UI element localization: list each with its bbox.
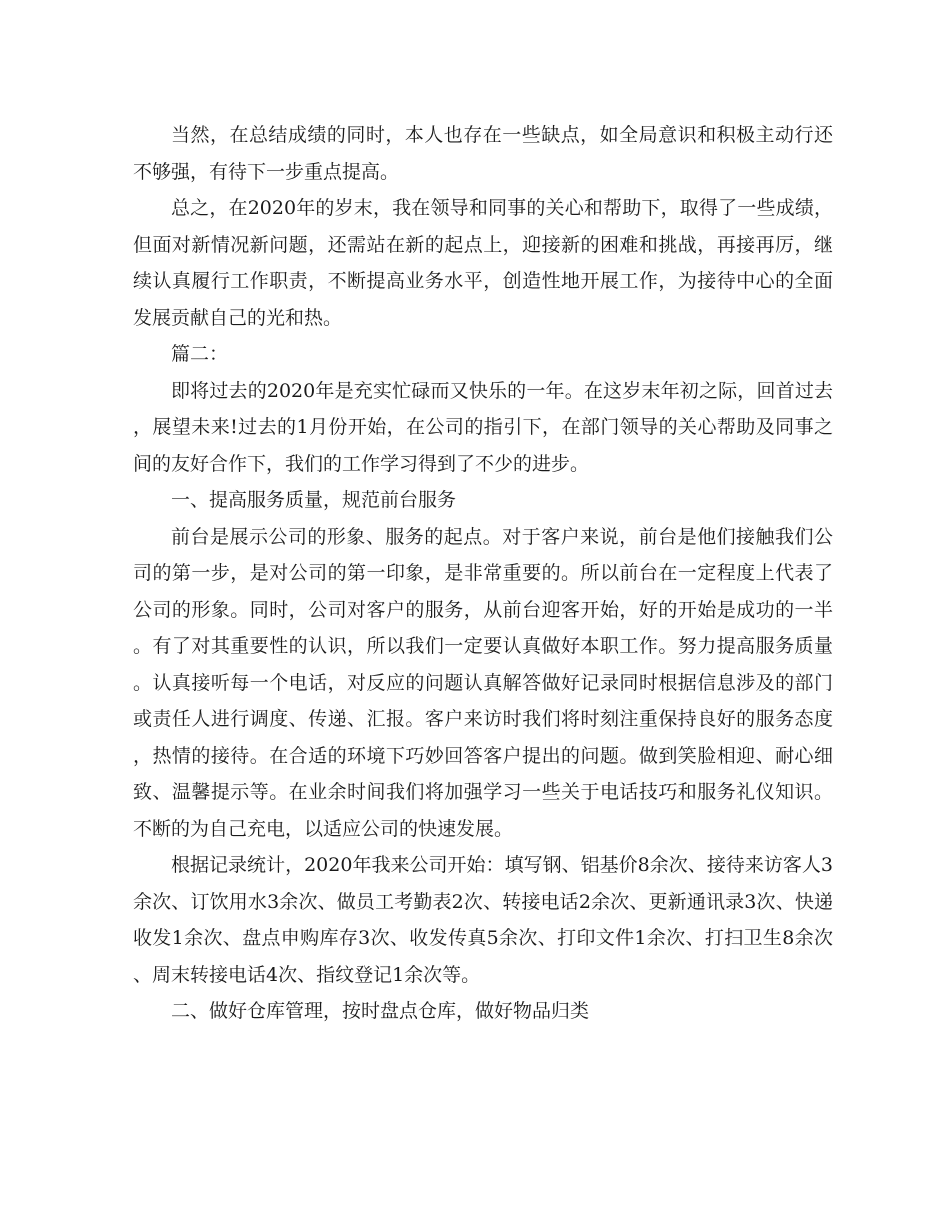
paragraph-1: 当然，在总结成绩的同时，本人也存在一些缺点，如全局意识和积极主动行还不够强，有待下一步重点提高。 [133,124,833,183]
paragraph-2: 总之，在2020年的岁末，我在领导和同事的关心和帮助下，取得了一些成绩，但面对新情况新问题，还需站在新的起点上，迎接新的困难和挑战，再接再厉，继续认真履行工作职责，不断提高业务水平，创造性地开展工作，为接待中心的全面发展贡献自己的光和热。 [133,197,833,329]
paragraph-3: 即将过去的2020年是充实忙碌而又快乐的一年。在这岁末年初之际，回首过去，展望未来!过去的1月份开始，在公司的指引下，在部门领导的关心帮助及同事之间的友好合作下，我们的工作学习得到了不少的进步。 [133,379,833,475]
document-body [133,117,833,1030]
section-heading-part-two: 篇二： [171,343,229,365]
paragraph-4: 前台是展示公司的形象、服务的起点。对于客户来说，前台是他们接触我们公司的第一步，是对公司的第一印象，是非常重要的。所以前台在一定程度上代表了公司的形象。同时，公司对客户的服务，从前台迎客开始，好的开始是成功的一半。有了对其重要性的认识，所以我们一定要认真做好本职工作。努力提高服务质量。认真接听每一个电话，对反应的问题认真解答做好记录同时根据信息涉及的部门或责任人进行调度、传递、汇报。客户来访时我们将时刻注重保持良好的服务态度，热情的接待。在合适的环境下巧妙回答客户提出的问题。做到笑脸相迎、耐心细致、温馨提示等。在业余时间我们将加强学习一些关于电话技巧和服务礼仪知识。不断的为自己充电，以适应公司的快速发展。 [133,525,833,840]
section-heading-one: 一、提高服务质量，规范前台服务 [171,489,457,511]
paragraph-5: 根据记录统计，2020年我来公司开始：填写钢、铝基价8余次、接待来访客人3余次、订饮用水3余次、做员工考勤表2次、转接电话2余次、更新通讯录3次、快递收发1余次、盘点申购库存3次、收发传真5余次、打印文件1余次、打扫卫生8余次、周末转接电话4次、指纹登记1余次等。 [133,854,833,986]
section-heading-two: 二、做好仓库管理，按时盘点仓库，做好物品归类 [171,1000,590,1022]
